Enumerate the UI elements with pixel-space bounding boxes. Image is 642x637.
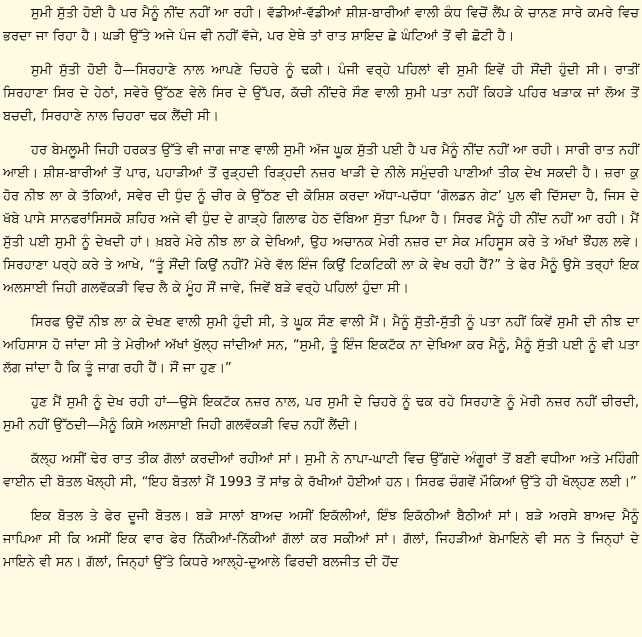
paragraph-4: ਸਿਰਫ ਉਦੋਂ ਨੀਝ ਲਾ ਕੇ ਦੇਖਣ ਵਾਲੀ ਸੁਮੀ ਹੁੰਦੀ ਸੀ, ਤੇ ਘੂਕ ਸੌਣ ਵਾਲੀ ਮੈਂ। ਮੈਨੂੰ ਸੁੱਤੀ-ਸੁੱਤੀ ਨੂੰ ਪਤਾ ਨਹੀਂ ਕਿਵੇਂ ਸੁਮੀ ਦੀ ਨੀਝ ਦਾ ਅਹਿਸਾਸ ਹੋ ਜਾਂਦਾ ਸੀ ਤੇ ਮੇਰੀਆਂ ਅੱਖਾਂ ਖੁੱਲ੍ਹ ਜਾਂਦੀਆਂ ਸਨ, “ਸੁਮੀ, ਤੂੰ ਇੰਜ ਇਕਟੱਕ ਨਾ ਦੇਖਿਆ ਕਰ ਮੈਨੂੰ, ਮੈਨੂੰ ਸੁੱਤੀ ਪਈ ਨੂੰ ਵੀ ਪਤਾ ਲੱਗ ਜਾਂਦਾ ਹੈ ਕਿ ਤੂੰ ਜਾਗ ਰਹੀ ਹੈਂ। ਸੌਂ ਜਾ ਹੁਣ।” bbox=[3, 315, 639, 376]
paragraph-1: ਸੁਮੀ ਸੁੱਤੀ ਹੋਈ ਹੈ ਪਰ ਮੈਨੂੰ ਨੀਂਦ ਨਹੀਂ ਆ ਰਹੀ। ਵੱਡੀਆਂ-ਵੱਡੀਆਂ ਸ਼ੀਸ਼-ਬਾਰੀਆਂ ਵਾਲੀ ਕੰਧ ਵਿਚੋਂ ਲੈਂਪ ਕੇ ਚਾਨਣ ਸਾਰੇ ਕਮਰੇ ਵਿਚ ਭਰਦਾ ਜਾ ਰਿਹਾ ਹੈ। ਘੜੀ ਉੱਤੇ ਅਜੇ ਪੰਜ ਵੀ ਨਹੀਂ ਵੱਜੇ, ਪਰ ਏਥੇ ਤਾਂ ਰਾਤ ਸ਼ਾਇਦ ਛੇ ਘੰਟਿਆਂ ਤੋਂ ਵੀ ਛੋਟੀ ਹੈ। bbox=[3, 6, 639, 44]
paragraph-3: ਹਰ ਬੇਮਲੂਮੀ ਜਿਹੀ ਹਰਕਤ ਉੱਤੇ ਵੀ ਜਾਗ ਜਾਣ ਵਾਲੀ ਸੁਮੀ ਅੱਜ ਘੂਕ ਸੁੱਤੀ ਪਈ ਹੈ ਪਰ ਮੈਨੂੰ ਨੀਂਦ ਨਹੀਂ ਆ ਰਹੀ। ਸਾਰੀ ਰਾਤ ਨਹੀਂ ਆਈ। ਸ਼ੀਸ਼-ਬਾਰੀਆਂ ਤੋਂ ਪਾਰ, ਪਹਾੜੀਆਂ ਤੋਂ ਰੁੜ੍ਹਦੀ ਰਿੜ੍ਹਦੀ ਨਜ਼ਰ ਖਾੜੀ ਦੇ ਨੀਲੇ ਸਮੁੰਦਰੀ ਪਾਣੀਆਂ ਤੀਕ ਦੇਖ ਸਕਦੀ ਹੈ। ਜ਼ਰਾ ਕੁ ਹੋਰ ਨੀਝ ਲਾ ਕੇ ਤੱਕਿਆਂ, ਸਵੇਰ ਦੀ ਧੁੰਦ ਨੂੰ ਚੀਰ ਕੇ ਉੱਠਣ ਦੀ ਕੋਸ਼ਿਸ਼ ਕਰਦਾ ਅੱਧਾ-ਪਚੱਧਾ ‘ਗੋਲਡਨ ਗੇਟ’ ਪੁਲ ਵੀ ਦਿੱਸਦਾ ਹੈ, ਜਿਸ ਦੇ ਖੱਬੇ ਪਾਸੇ ਸਾਨਫਰਾਂਸਿਸਕੋ ਸ਼ਹਿਰ ਅਜੇ ਵੀ ਧੁੰਦ ਦੇ ਗਾੜ੍ਹੇ ਗਿਲਾਫ ਹੇਠ ਦੱਬਿਆ ਸੁੱਤਾ ਪਿਆ ਹੈ। ਸਿਰਫ ਮੈਨੂੰ ਹੀ ਨੀਂਦ ਨਹੀਂ ਆ ਰਹੀ। ਮੈਂ ਸੁੱਤੀ ਪਈ ਸੁਮੀ ਨੂੰ ਦੇਖਦੀ ਹਾਂ। ਖ਼ਬਰੇ ਮੇਰੇ ਨੀਝ ਲਾ ਕੇ ਦੇਖਿਆਂ, ਉਹ ਅਚਾਨਕ ਮੇਰੀ ਨਜ਼ਰ ਦਾ ਸੇਕ ਮਹਿਸੂਸ ਕਰੇ ਤੇ ਅੱਖਾਂ ਝੌਂਹਲ ਲਵੇ। ਸਿਰਹਾਣਾ ਪਰ੍ਹੇ ਕਰੇ ਤੇ ਆਖੇ, “ਤੂੰ ਸੌਂਦੀ ਕਿਉਂ ਨਹੀਂ? ਮੇਰੇ ਵੱਲ ਇੰਜ ਕਿਉਂ ਟਿਕਟਿਕੀ ਲਾ ਕੇ ਵੇਖ ਰਹੀ ਹੈਂ?” ਤੇ ਫੇਰ ਮੈਨੂੰ ਉਸੇ ਤਰ੍ਹਾਂ ਇਕ ਅਲਸਾਈ ਜਿਹੀ ਗਲਵੱਕੜੀ ਵਿਚ ਲੈ ਕੇ ਮੂੰਹ ਸੌਂ ਜਾਵੇ, ਜਿਵੇਂ ਬੜੇ ਵਰ੍ਹੇ ਪਹਿਲਾਂ ਹੁੰਦਾ ਸੀ। bbox=[3, 143, 639, 296]
paragraph-2: ਸੁਮੀ ਸੁੱਤੀ ਹੋਈ ਹੈ—ਸਿਰਹਾਣੇ ਨਾਲ ਆਪਣੇ ਚਿਹਰੇ ਨੂੰ ਢਕੀ। ਪੰਜੀ ਵਰ੍ਹੇ ਪਹਿਲਾਂ ਵੀ ਸੁਮੀ ਇਵੇਂ ਹੀ ਸੌਂਦੀ ਹੁੰਦੀ ਸੀ। ਰਾਤੀਂ ਸਿਰਹਾਣਾ ਸਿਰ ਦੇ ਹੇਠਾਂ, ਸਵੇਰੇ ਉੱਠਣ ਵੇਲੇ ਸਿਰ ਦੇ ਉੱਪਰ, ਕੱਚੀ ਨੀਂਦਰੇ ਸੌਣ ਵਾਲੀ ਸੁਮੀ ਪਤਾ ਨਹੀਂ ਕਿਹੜੇ ਪਹਿਰ ਖੜਾਕ ਜਾਂ ਲੋਅ ਤੋਂ ਬਚਦੀ, ਸਿਰਹਾਣੇ ਨਾਲ ਚਿਹਰਾ ਢਕ ਲੈਂਦੀ ਸੀ। bbox=[3, 63, 639, 124]
paragraph-7: ਇਕ ਬੋਤਲ ਤੇ ਫੇਰ ਦੂਜੀ ਬੋਤਲ। ਬੜੇ ਸਾਲਾਂ ਬਾਅਦ ਅਸੀਂ ਇਕੱਲੀਆਂ, ਇੰਝ ਇਕੱਠੀਆਂ ਬੈਠੀਆਂ ਸਾਂ। ਬੜੇ ਅਰਸੇ ਬਾਅਦ ਮੈਨੂੰ ਜਾਪਿਆ ਸੀ ਕਿ ਅਸੀਂ ਇਕ ਵਾਰ ਫੇਰ ਨਿੱਕੀਆਂ-ਨਿੱਕੀਆਂ ਗੱਲਾਂ ਕਰ ਸਕੀਆਂ ਸਾਂ। ਗੱਲਾਂ, ਜਿਹੜੀਆਂ ਬੇਮਾਇਨੇ ਵੀ ਸਨ ਤੇ ਜਿਨ੍ਹਾਂ ਦੇ ਮਾਇਨੇ ਵੀ ਸਨ। ਗੱਲਾਂ, ਜਿਨ੍ਹਾਂ ਉੱਤੇ ਕਿਧਰੇ ਆਲ੍ਹੇ-ਦੁਆਲੇ ਫਿਰਦੀ ਬਲਜੀਤ ਦੀ ਹੋਂਦ bbox=[3, 509, 639, 570]
paragraph-6: ਕੱਲ੍ਹ ਅਸੀਂ ਢੇਰ ਰਾਤ ਤੀਕ ਗੱਲਾਂ ਕਰਦੀਆਂ ਰਹੀਆਂ ਸਾਂ। ਸੁਮੀ ਨੇ ਨਾਪਾ-ਘਾਟੀ ਵਿਚ ਉੱਗਦੇ ਅੰਗੂਰਾਂ ਤੋਂ ਬਣੀ ਵਧੀਆ ਅਤੇ ਮਹਿੰਗੀ ਵਾਈਨ ਦੀ ਬੋਤਲ ਖੋਲ੍ਹੀ ਸੀ, “ਇਹ ਬੋਤਲਾਂ ਮੈਂ 1993 ਤੋਂ ਸਾਂਭ ਕੇ ਰੱਖੀਆਂ ਹੋਈਆਂ ਹਨ। ਸਿਰਫ ਚੰਗਵੇਂ ਮੌਕਿਆਂ ਉੱਤੇ ਹੀ ਖੋਲ੍ਹਣ ਲਈ।” bbox=[3, 452, 639, 490]
paragraph-5: ਹੁਣ ਮੈਂ ਸੁਮੀ ਨੂੰ ਦੇਖ ਰਹੀ ਹਾਂ—ਉਸੇ ਇਕਟੱਕ ਨਜ਼ਰ ਨਾਲ, ਪਰ ਸੁਮੀ ਦੇ ਚਿਹਰੇ ਨੂੰ ਢਕ ਰਹੇ ਸਿਰਹਾਣੇ ਨੂੰ ਮੇਰੀ ਨਜ਼ਰ ਨਹੀਂ ਚੀਰਦੀ, ਸੁਮੀ ਨਹੀਂ ਉੱਠਦੀ—ਮੈਨੂੰ ਕਿਸੇ ਅਲਸਾਈ ਜਿਹੀ ਗਲਵੱਕੜੀ ਵਿਚ ਨਹੀਂ ਲੈਂਦੀ। bbox=[3, 395, 639, 433]
